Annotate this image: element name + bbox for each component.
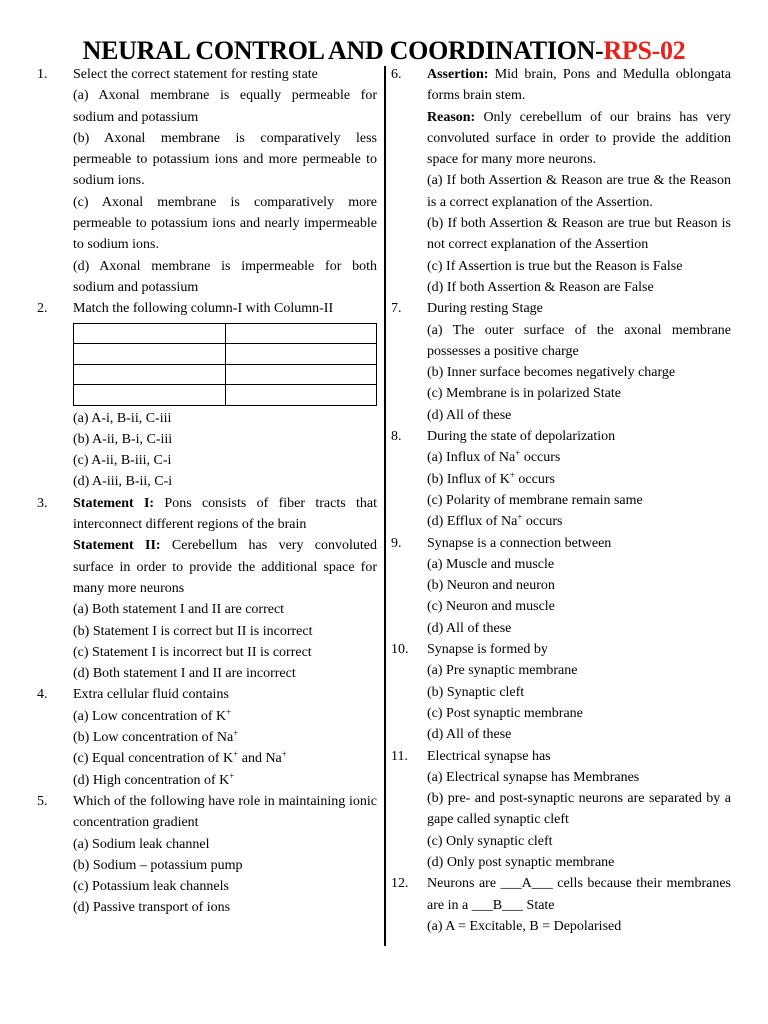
option-text: (b) Low concentration of Na	[73, 730, 234, 746]
table-cell	[225, 364, 377, 385]
superscript: +	[281, 749, 287, 760]
superscript: +	[233, 728, 239, 739]
option-b: (b) Axonal membrane is comparatively less permeable to potassium ions and more permeable to sodium ions.	[73, 130, 377, 189]
question-11	[391, 746, 731, 874]
superscript: +	[517, 512, 523, 523]
option-c: (c) Neuron and muscle	[427, 599, 555, 615]
option-d	[427, 511, 731, 532]
option-b: (b) Synaptic cleft	[427, 684, 525, 700]
reason-label: Reason:	[427, 109, 476, 125]
table-cell	[225, 323, 377, 344]
statement-2-text: Cerebellum has very convoluted surface in order to provide the additional space for many more neurons	[73, 538, 377, 596]
option-c: (c) Potassium leak channels	[73, 879, 229, 895]
left-column	[37, 64, 377, 919]
option-c	[73, 748, 377, 769]
question-number: 4.	[37, 687, 48, 703]
option-b: (b) pre- and post-synaptic neurons are separated by a gape called synaptic cleft	[427, 791, 731, 828]
table-cell	[74, 385, 226, 406]
option-a: (a) Axonal membrane is equally permeable for sodium and potassium	[73, 88, 377, 125]
superscript: +	[509, 469, 515, 480]
option-text: and Na	[238, 751, 282, 767]
option-text: (d) Efflux of Na	[427, 514, 518, 530]
superscript: +	[233, 749, 239, 760]
title-main: NEURAL CONTROL AND COORDINATION-	[82, 36, 604, 65]
table-cell	[225, 344, 377, 365]
option-c: (c) Polarity of membrane remain same	[427, 492, 643, 508]
option-text: occurs	[522, 514, 563, 530]
option-c: (c) Axonal membrane is comparatively more permeable to potassium ions and nearly impermeable to sodium ions.	[73, 194, 377, 253]
question-stem: During the state of depolarization	[427, 429, 616, 445]
question-number: 5.	[37, 793, 48, 809]
option-a: (a) Both statement I and II are correct	[73, 602, 285, 618]
column-divider	[384, 66, 386, 946]
option-a	[427, 447, 731, 468]
question-stem: Synapse is a connection between	[427, 535, 612, 551]
question-number: 1.	[37, 67, 48, 82]
option-a: (a) Sodium leak channel	[73, 836, 210, 852]
option-d	[73, 770, 377, 791]
right-column	[391, 64, 731, 937]
option-d: (d) If both Assertion & Reason are False	[427, 279, 654, 295]
superscript: +	[229, 770, 235, 781]
option-a: (a) A-i, B-ii, C-iii	[73, 410, 172, 426]
superscript: +	[515, 448, 521, 459]
option-b: (b) Sodium – potassium pump	[73, 857, 243, 873]
question-1	[37, 64, 377, 298]
option-a: (a) Pre synaptic membrane	[427, 663, 578, 679]
statement-2	[73, 535, 377, 599]
question-number: 12.	[391, 876, 409, 892]
table-cell	[74, 323, 226, 344]
option-b: (b) A-ii, B-i, C-iii	[73, 431, 173, 447]
question-stem: Select the correct statement for resting state	[73, 67, 318, 82]
option-c: (c) Statement I is incorrect but II is correct	[73, 644, 312, 660]
question-8	[391, 426, 731, 532]
option-b: (b) Neuron and neuron	[427, 578, 555, 594]
assertion	[427, 64, 731, 107]
option-text: (c) Equal concentration of K	[73, 751, 234, 767]
option-a: (a) Electrical synapse has Membranes	[427, 769, 640, 785]
option-text: occurs	[514, 471, 555, 487]
question-stem: Which of the following have role in maintaining ionic concentration gradient	[73, 793, 377, 831]
option-d: (d) A-iii, B-ii, C-i	[73, 474, 173, 490]
reason	[427, 107, 731, 171]
question-stem: Electrical synapse has	[427, 748, 551, 764]
question-number: 7.	[391, 301, 402, 317]
question-4	[37, 684, 377, 790]
option-c: (c) If Assertion is true but the Reason is False	[427, 258, 683, 274]
option-a: (a) If both Assertion & Reason are true & the Reason is a correct explanation of the Assertion.	[427, 173, 731, 210]
option-a: (a) Muscle and muscle	[427, 556, 555, 572]
question-12	[391, 873, 731, 937]
option-c: (c) Post synaptic membrane	[427, 705, 583, 721]
table-cell	[225, 385, 377, 406]
table-row	[74, 344, 377, 365]
option-d: (d) All of these	[427, 407, 512, 423]
option-d: (d) Axonal membrane is impermeable for both sodium and potassium	[73, 258, 377, 295]
option-a	[73, 706, 377, 727]
question-7	[391, 298, 731, 426]
option-text: occurs	[520, 450, 561, 466]
question-2	[37, 298, 377, 492]
option-d: (d) All of these	[427, 620, 512, 636]
title-code: RPS-02	[603, 36, 686, 65]
statement-2-label: Statement II:	[73, 538, 161, 554]
option-text: (d) High concentration of K	[73, 772, 230, 788]
statement-1-label: Statement I:	[73, 495, 155, 511]
question-6	[391, 64, 731, 298]
table-cell	[74, 344, 226, 365]
option-d: (d) All of these	[427, 727, 512, 743]
option-text: (b) Influx of K	[427, 471, 510, 487]
question-number: 3.	[37, 495, 48, 511]
page-title	[0, 36, 768, 66]
option-b	[73, 727, 377, 748]
option-a: (a) The outer surface of the axonal membrane possesses a positive charge	[427, 322, 731, 359]
option-a: (a) A = Excitable, B = Depolarised	[427, 918, 622, 934]
question-number: 8.	[391, 429, 402, 445]
superscript: +	[226, 706, 232, 717]
question-3	[37, 493, 377, 685]
option-b: (b) If both Assertion & Reason are true but Reason is not correct explanation of the Assertion	[427, 216, 731, 253]
question-9	[391, 533, 731, 639]
option-text: (a) Low concentration of K	[73, 708, 227, 724]
option-d: (d) Both statement I and II are incorrect	[73, 666, 296, 682]
question-stem: Extra cellular fluid contains	[73, 687, 229, 703]
assertion-text: Mid brain, Pons and Medulla oblongata forms brain stem.	[427, 67, 731, 104]
table-cell	[74, 364, 226, 385]
option-c: (c) Only synaptic cleft	[427, 833, 553, 849]
question-stem: During resting Stage	[427, 301, 543, 317]
question-number: 6.	[391, 67, 402, 82]
option-b	[427, 469, 731, 490]
option-c: (c) A-ii, B-iii, C-i	[73, 453, 172, 469]
option-b: (b) Statement I is correct but II is incorrect	[73, 623, 313, 639]
question-number: 9.	[391, 535, 402, 551]
option-d: (d) Passive transport of ions	[73, 900, 231, 916]
option-b: (b) Inner surface becomes negatively charge	[427, 365, 676, 381]
option-c: (c) Membrane is in polarized State	[427, 386, 621, 402]
question-stem: Synapse is formed by	[427, 642, 548, 658]
statement-1	[73, 493, 377, 536]
option-d: (d) Only post synaptic membrane	[427, 854, 615, 870]
match-table	[73, 323, 377, 406]
reason-text: Only cerebellum of our brains has very convoluted surface in order to provide the addition space for many more neurons.	[427, 109, 731, 168]
table-row	[74, 323, 377, 344]
assertion-label: Assertion:	[427, 67, 489, 82]
question-stem: Match the following column-I with Column-II	[73, 301, 334, 317]
question-number: 2.	[37, 301, 48, 317]
question-5	[37, 791, 377, 919]
option-text: (a) Influx of Na	[427, 450, 516, 466]
question-number: 10.	[391, 642, 409, 658]
table-row	[74, 385, 377, 406]
question-stem: Neurons are ___A___ cells because their membranes are in a ___B___ State	[427, 876, 731, 913]
statement-1-text: Pons consists of fiber tracts that interconnect different regions of the brain	[73, 495, 377, 533]
question-10	[391, 639, 731, 745]
table-row	[74, 364, 377, 385]
question-number: 11.	[391, 748, 408, 764]
